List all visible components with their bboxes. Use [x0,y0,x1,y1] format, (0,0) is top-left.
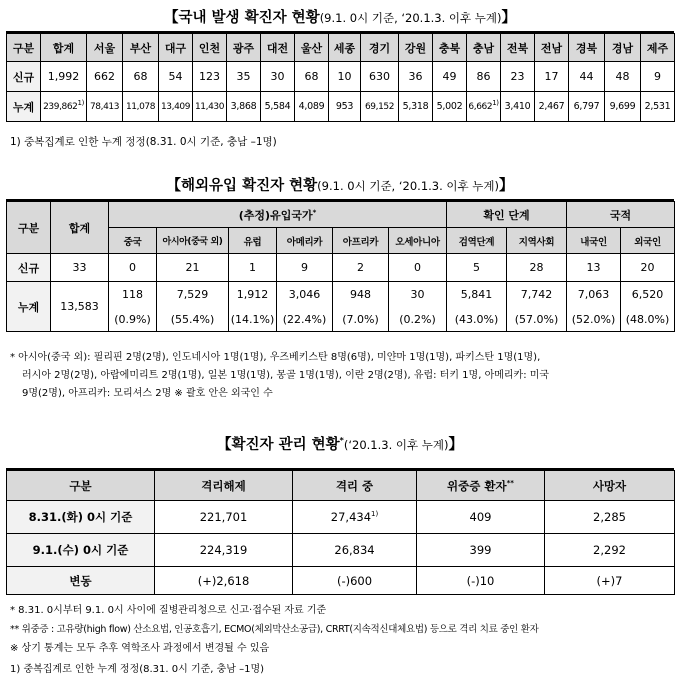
value-cell: 9 [641,62,675,92]
row-label: 신규 [7,254,51,282]
header-cell: 구분 [7,202,51,254]
value-cell: 26,834 [293,534,417,567]
value-cell: (-)600 [293,567,417,595]
value-cell: 13 [567,254,621,282]
pct-cell: (43.0%) [447,308,507,332]
imported-cum-row [7,282,675,308]
imported-group-header-row [7,202,675,228]
value-cell: 35 [227,62,261,92]
value-cell: 11,078 [123,92,159,122]
value-cell: (+)7 [545,567,675,595]
value-cell: 6,662$^{1)}$ [467,92,501,122]
pct-cell: (48.0%) [621,308,675,332]
management-footnote-2: ** 위중증 : 고유량(high flow) 산소요법, 인공호흡기, ECMO(체외막산소공급), CRRT(지속적신대체요법) 등으로 격리 치료 중인 환자 [10,624,539,635]
value-cell: 2,467 [535,92,569,122]
pct-cell: (57.0%) [507,308,567,332]
value-cell: 239,862$^{1)}$ [41,92,87,122]
value-cell: 0 [109,254,157,282]
header-cell: 충남 [467,34,501,62]
header-cell: 내국인 [567,228,621,254]
header-cell: 아프리카 [333,228,389,254]
management-footnote-1: * 8.31. 0시부터 9.1. 0시 사이에 질병관리청으로 신고·접수된 자료 기준 [10,605,327,616]
header-cell: 부산 [123,34,159,62]
value-cell: 6,797 [569,92,605,122]
value-cell: 5,841 [447,282,507,308]
imported-footnote-3: 9명(2명), 아프리카: 모리셔스 2명 ※ 괄호 안은 외국인 수 [22,388,273,399]
value-cell: 86 [467,62,501,92]
value-cell: 6,520 [621,282,675,308]
management-row-0831 [7,501,675,534]
pct-cell: (22.4%) [277,308,333,332]
header-cell: 제주 [641,34,675,62]
imported-new-row [7,254,675,282]
pct-cell: (14.1%) [229,308,277,332]
value-cell: 68 [295,62,329,92]
management-row-0901 [7,534,675,567]
value-cell: 2,285 [545,501,675,534]
value-cell: 5 [447,254,507,282]
value-cell: 5,584 [261,92,295,122]
row-label: 신규 [7,62,41,92]
header-cell: 격리 중 [293,471,417,501]
header-cell: 국적 [567,202,675,228]
value-cell: 69,152 [361,92,399,122]
header-cell: 검역단계 [447,228,507,254]
header-cell: 사망자 [545,471,675,501]
value-cell: 11,430 [193,92,227,122]
value-cell: 30 [261,62,295,92]
value-cell: 662 [87,62,123,92]
value-cell: 68 [123,62,159,92]
value-cell: 78,413 [87,92,123,122]
header-cell: 아메리카 [277,228,333,254]
value-cell: 7,063 [567,282,621,308]
header-cell: 경남 [605,34,641,62]
header-cell: 서울 [87,34,123,62]
header-cell: 대구 [159,34,193,62]
value-cell: 3,046 [277,282,333,308]
value-cell: 23 [501,62,535,92]
value-cell: 20 [621,254,675,282]
value-cell: 224,319 [155,534,293,567]
imported-footnote-2: 러시아 2명(2명), 아랍에미리트 2명(1명), 일본 1명(1명), 몽골 1명(1명), 이란 2명(2명), 유럽: 터키 1명, 아메리카: 미국 [22,370,550,381]
management-header-row [7,471,675,501]
value-cell: 36 [399,62,433,92]
pct-cell: (0.9%) [109,308,157,332]
management-footnote-4: 1) 중복집계로 인한 누계 정정(8.31. 0시 기준, 충남 –1명) [10,664,265,675]
value-cell: 9,699 [605,92,641,122]
header-cell: 광주 [227,34,261,62]
value-cell: 953 [329,92,361,122]
value-cell: (+)2,618 [155,567,293,595]
management-footnote-3: ※ 상기 통계는 모두 추후 역학조사 과정에서 변경될 수 있음 [10,643,270,654]
row-label: 누계 [7,282,51,332]
value-cell: 0 [389,254,447,282]
header-cell: 경북 [569,34,605,62]
value-cell: 1 [229,254,277,282]
value-cell: 630 [361,62,399,92]
header-cell: 오세아니아 [389,228,447,254]
domestic-header-row [7,34,675,62]
value-cell: 5,318 [399,92,433,122]
value-cell: 33 [51,254,109,282]
value-cell: 2,531 [641,92,675,122]
header-cell: 전남 [535,34,569,62]
header-cell: 울산 [295,34,329,62]
pct-cell: (55.4%) [157,308,229,332]
row-label: 9.1.(수) 0시 기준 [7,534,155,567]
imported-footnote-1: * 아시아(중국 외): 필리핀 2명(2명), 인도네시아 1명(1명), 우즈베키스탄 8명(6명), 미얀마 1명(1명), 파키스탄 1명(1명), [10,352,541,363]
value-cell: 409 [417,501,545,534]
pct-cell: (52.0%) [567,308,621,332]
imported-table [6,201,675,332]
value-cell: 49 [433,62,467,92]
value-cell: 4,089 [295,92,329,122]
header-cell: 인천 [193,34,227,62]
value-cell: 48 [605,62,641,92]
value-cell: 221,701 [155,501,293,534]
pct-cell: (0.2%) [389,308,447,332]
value-cell: 1,992 [41,62,87,92]
header-cell: 지역사회 [507,228,567,254]
value-cell: 10 [329,62,361,92]
domestic-title: 【국내 발생 확진자 현황(9.1. 0시 기준, ‘20.1.3. 이후 누계)】 [163,10,517,26]
value-cell: 948 [333,282,389,308]
header-cell: 전북 [501,34,535,62]
header-cell: 위중증 환자** [417,471,545,501]
header-cell: 구분 [7,471,155,501]
value-cell: 44 [569,62,605,92]
value-cell: 5,002 [433,92,467,122]
value-cell: 118 [109,282,157,308]
header-cell: 격리해제 [155,471,293,501]
domestic-table [6,33,675,122]
value-cell: 399 [417,534,545,567]
management-row-change [7,567,675,595]
row-label: 누계 [7,92,41,122]
header-cell: 구분 [7,34,41,62]
header-cell: 유럽 [229,228,277,254]
value-cell: 9 [277,254,333,282]
header-cell: 확인 단계 [447,202,567,228]
domestic-cum-row [7,92,675,122]
value-cell: 2 [333,254,389,282]
management-title: 【확진자 관리 현황*(‘20.1.3. 이후 누계)】 [217,436,463,453]
header-cell: (추정)유입국가* [109,202,447,228]
value-cell: 30 [389,282,447,308]
value-cell: 3,868 [227,92,261,122]
header-cell: 강원 [399,34,433,62]
value-cell: 28 [507,254,567,282]
header-cell: 합계 [41,34,87,62]
value-cell: 7,529 [157,282,229,308]
row-label: 변동 [7,567,155,595]
value-cell: 2,292 [545,534,675,567]
domestic-new-row [7,62,675,92]
domestic-footnote: 1) 중복집계로 인한 누계 정정(8.31. 0시 기준, 충남 –1명) [10,136,277,148]
value-cell: 13,583 [51,282,109,332]
header-cell: 아시아(중국 외) [157,228,229,254]
header-cell: 세종 [329,34,361,62]
header-cell: 대전 [261,34,295,62]
value-cell: 7,742 [507,282,567,308]
header-cell: 외국인 [621,228,675,254]
header-cell: 충북 [433,34,467,62]
value-cell: 21 [157,254,229,282]
value-cell: 1,912 [229,282,277,308]
management-table [6,470,675,595]
value-cell: 27,434$^{1)}$ [293,501,417,534]
header-cell: 중국 [109,228,157,254]
value-cell: (-)10 [417,567,545,595]
pct-cell: (7.0%) [333,308,389,332]
value-cell: 123 [193,62,227,92]
value-cell: 17 [535,62,569,92]
header-cell: 합계 [51,202,109,254]
row-label: 8.31.(화) 0시 기준 [7,501,155,534]
header-cell: 경기 [361,34,399,62]
value-cell: 13,409 [159,92,193,122]
value-cell: 54 [159,62,193,92]
imported-title: 【해외유입 확진자 현황(9.1. 0시 기준, ‘20.1.3. 이후 누계)】 [166,178,514,194]
value-cell: 3,410 [501,92,535,122]
